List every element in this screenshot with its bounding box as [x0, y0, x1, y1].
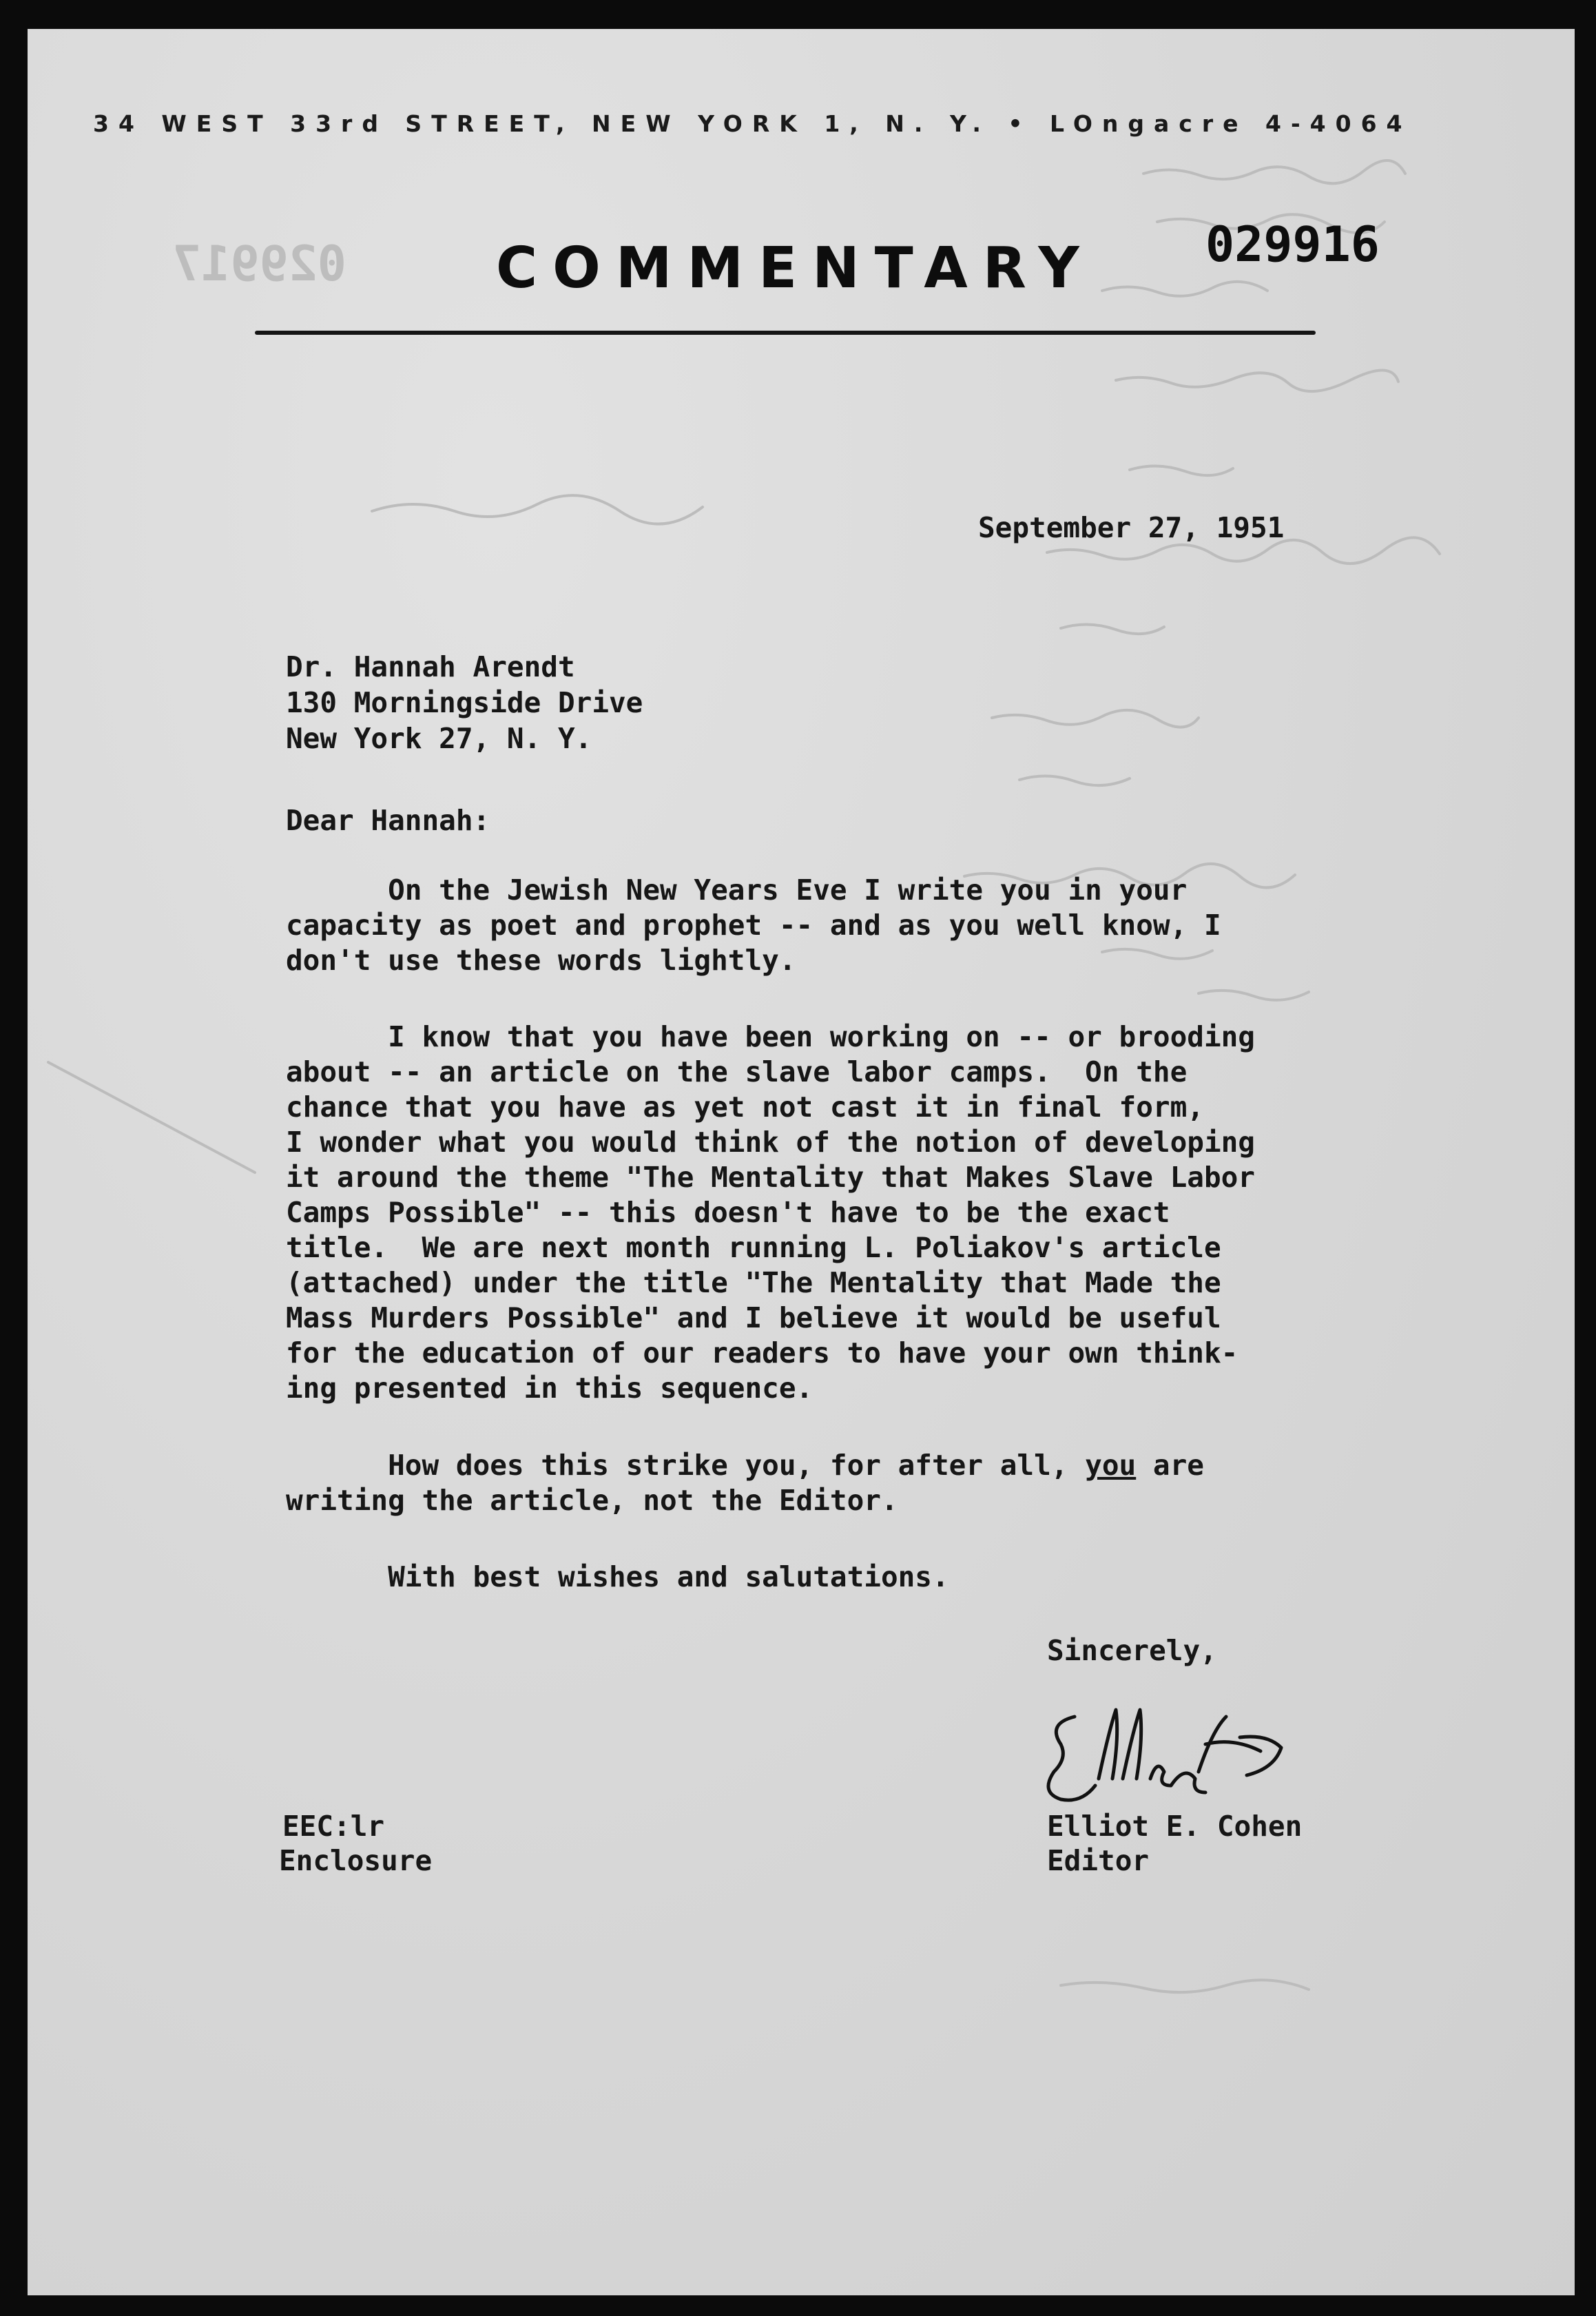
recipient-city: New York 27, N. Y.: [286, 722, 592, 755]
paragraph-line: about -- an article on the slave labor camps. On the: [286, 1055, 1188, 1088]
handwritten-signature: [1033, 1696, 1295, 1820]
salutation: Dear Hannah:: [286, 804, 490, 837]
paragraph-line: ing presented in this sequence.: [286, 1372, 813, 1405]
paragraph-line: [286, 1448, 1204, 1483]
paragraph-line: chance that you have as yet not cast it in final form,: [286, 1090, 1204, 1124]
recipient-name: Dr. Hannah Arendt: [286, 650, 575, 683]
bleed-through-document-number: 029917: [172, 236, 346, 292]
paragraph-line: for the education of our readers to have your own think-: [286, 1336, 1239, 1369]
paragraph-line: don't use these words lightly.: [286, 944, 796, 977]
paragraph-line: On the Jewish New Years Eve I write you in your: [286, 873, 1188, 907]
letterhead-address: 34 WEST 33rd STREET, NEW YORK 1, N. Y. • LOngacre 4-4064: [93, 110, 1412, 137]
document-number-stamp: 029916: [1205, 216, 1380, 273]
complimentary-close: Sincerely,: [1047, 1634, 1217, 1667]
paragraph-line: Mass Murders Possible" and I believe it would be useful: [286, 1301, 1221, 1334]
paragraph-line: title. We are next month running L. Poliakov's article: [286, 1231, 1221, 1264]
paragraph-line: I know that you have been working on -- or brooding: [286, 1020, 1255, 1053]
text-fragment: How does this strike you, for after all,: [286, 1449, 1086, 1482]
paragraph-line: (attached) under the title "The Mentality that Made the: [286, 1266, 1221, 1299]
magazine-masthead: COMMENTARY: [496, 236, 1095, 301]
paragraph-line: it around the theme "The Mentality that Makes Slave Labor: [286, 1161, 1255, 1194]
recipient-street: 130 Morningside Drive: [286, 686, 643, 719]
paragraph-line: capacity as poet and prophet -- and as you well know, I: [286, 909, 1221, 942]
paragraph-line: writing the article, not the Editor.: [286, 1484, 898, 1517]
signer-title: Editor: [1047, 1844, 1150, 1877]
reference-initials: EEC:lr: [282, 1810, 385, 1843]
signer-name: Elliot E. Cohen: [1047, 1810, 1303, 1843]
paragraph-line: I wonder what you would think of the notion of developing: [286, 1126, 1255, 1159]
letterhead-divider: [255, 331, 1316, 335]
text-fragment: are: [1136, 1449, 1204, 1482]
emphasized-word: you: [1085, 1449, 1137, 1482]
paragraph-line: Camps Possible" -- this doesn't have to be the exact: [286, 1196, 1170, 1229]
letter-page: [28, 29, 1575, 2295]
closing-wishes: With best wishes and salutations.: [286, 1560, 949, 1593]
enclosure-note: Enclosure: [279, 1844, 433, 1877]
letter-date: September 27, 1951: [978, 511, 1285, 544]
